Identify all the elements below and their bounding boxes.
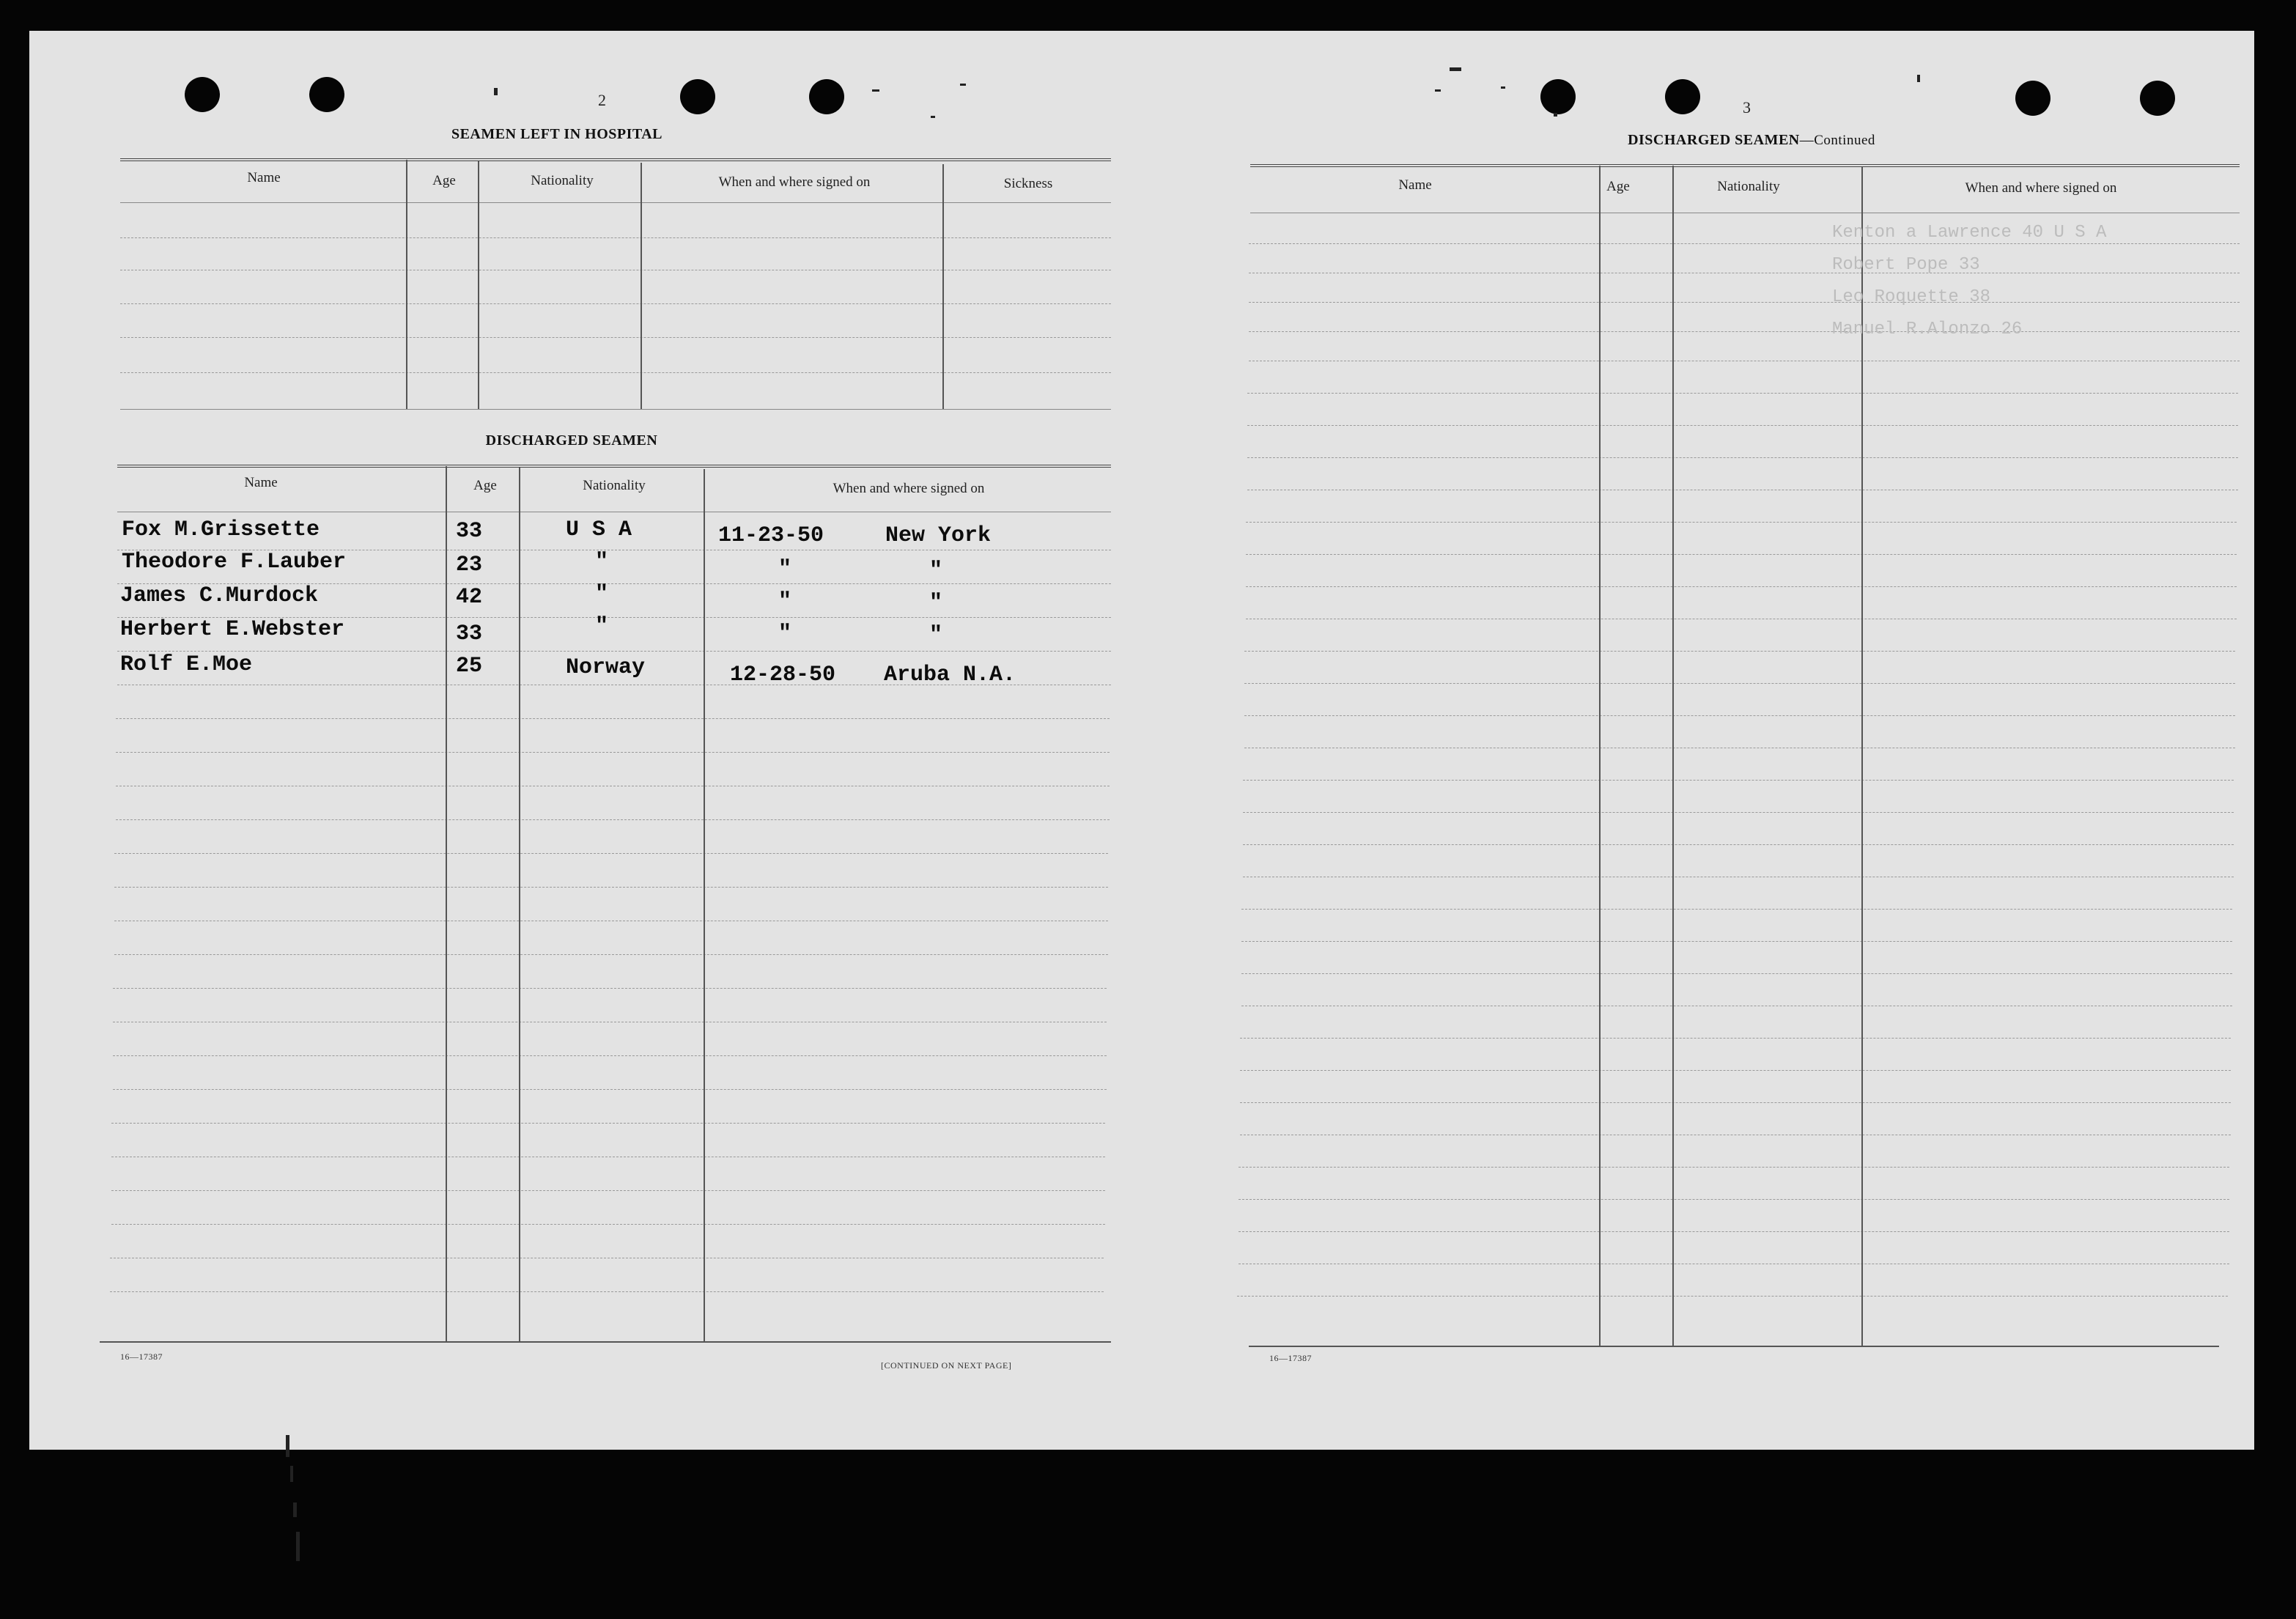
col-head-age: Age xyxy=(473,478,497,493)
col-head-nationality: Nationality xyxy=(1717,179,1780,194)
signed-on-place: " xyxy=(929,558,943,583)
punch-hole xyxy=(2015,81,2050,116)
hospital-section-title: SEAMEN LEFT IN HOSPITAL xyxy=(451,126,663,142)
seaman-age: 33 xyxy=(456,622,483,646)
form-number: 16—17387 xyxy=(120,1351,163,1362)
col-head-name: Name xyxy=(1398,177,1432,193)
punch-hole xyxy=(1540,79,1576,114)
bleed-through-line: Manuel R.Alonzo 26 xyxy=(1832,320,2023,339)
seaman-age: 25 xyxy=(456,654,483,679)
seaman-name: Fox M.Grissette xyxy=(122,517,320,542)
punch-hole xyxy=(1665,79,1700,114)
signed-on-date: " xyxy=(778,622,792,646)
col-head-name: Name xyxy=(247,170,281,185)
signed-on-date: " xyxy=(778,589,792,614)
col-head-signed-on: When and where signed on xyxy=(1965,180,2117,196)
seaman-name: James C.Murdock xyxy=(120,583,319,608)
seaman-name: Theodore F.Lauber xyxy=(122,550,347,575)
signed-on-place: " xyxy=(929,591,943,616)
bleed-through-line: Robert Pope 33 xyxy=(1832,255,1980,275)
col-head-nationality: Nationality xyxy=(583,478,646,493)
col-head-signed-on: When and where signed on xyxy=(833,481,985,496)
signed-on-place: " xyxy=(929,623,943,648)
signed-on-date: " xyxy=(778,557,792,582)
seaman-nationality: " xyxy=(595,582,609,607)
page-2 xyxy=(29,31,1143,1450)
discharged-section-title: DISCHARGED SEAMEN xyxy=(485,432,658,449)
section-rule xyxy=(120,158,1111,163)
section-rule xyxy=(117,465,1111,469)
title-main: DISCHARGED SEAMEN xyxy=(1628,132,1800,148)
punch-hole xyxy=(809,79,844,114)
signed-on-date: 11-23-50 xyxy=(718,523,824,548)
punch-hole xyxy=(309,77,344,112)
page-3 xyxy=(1143,31,2254,1450)
col-head-signed-on: When and where signed on xyxy=(718,174,871,190)
signed-on-place: New York xyxy=(885,523,992,548)
punch-hole xyxy=(2140,81,2175,116)
seaman-nationality: " xyxy=(595,614,609,639)
title-suffix: —Continued xyxy=(1799,133,1875,148)
seaman-nationality: " xyxy=(595,550,609,575)
page-number: 2 xyxy=(598,91,606,109)
col-head-age: Age xyxy=(1606,179,1630,194)
col-head-sickness: Sickness xyxy=(1003,176,1053,191)
seaman-age: 23 xyxy=(456,553,483,578)
bleed-through-line: Leo Roquette 38 xyxy=(1832,287,1991,307)
seaman-name: Herbert E.Webster xyxy=(120,617,345,642)
seaman-nationality: U S A xyxy=(566,517,632,542)
seaman-name: Rolf E.Moe xyxy=(120,652,253,677)
col-head-nationality: Nationality xyxy=(531,173,594,188)
section-rule xyxy=(1250,164,2240,169)
col-head-name: Name xyxy=(244,475,278,490)
seaman-age: 42 xyxy=(456,585,483,610)
continued-note: [CONTINUED ON NEXT PAGE] xyxy=(881,1360,1012,1371)
seaman-age: 33 xyxy=(456,519,483,544)
punch-hole xyxy=(680,79,715,114)
discharged-continued-title xyxy=(1554,132,1949,149)
signed-on-place: Aruba N.A. xyxy=(884,663,1016,687)
col-head-age: Age xyxy=(432,173,456,188)
seaman-nationality: Norway xyxy=(566,655,646,680)
form-number: 16—17387 xyxy=(1269,1353,1312,1363)
page-number: 3 xyxy=(1743,98,1751,117)
bleed-through-line: Kenton a Lawrence 40 U S A xyxy=(1832,223,2107,243)
signed-on-date: 12-28-50 xyxy=(730,663,836,687)
document-sheet xyxy=(29,31,2254,1450)
punch-hole xyxy=(185,77,220,112)
